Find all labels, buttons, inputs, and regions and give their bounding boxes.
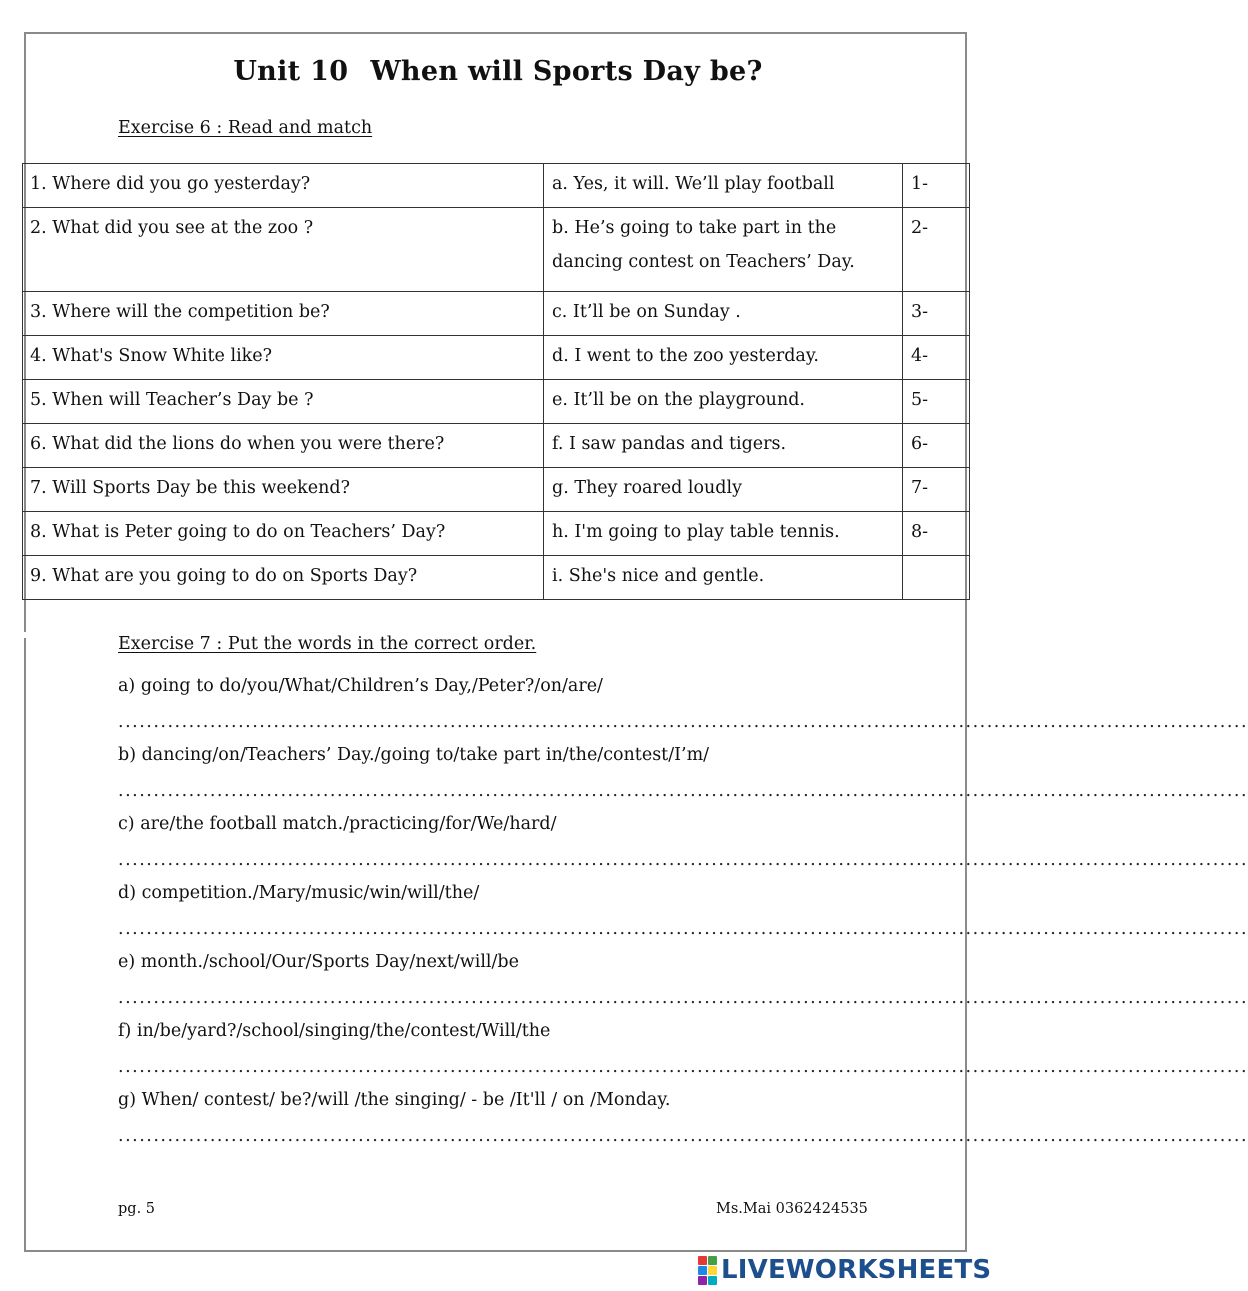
match-row xyxy=(23,468,970,512)
answer-line[interactable]: ................................................................................................................................................................ xyxy=(118,919,1248,939)
answer-slot[interactable]: 6- xyxy=(903,424,970,468)
question-cell: 3. Where will the competition be? xyxy=(23,292,544,336)
answer-cell: h. I'm going to play table tennis. xyxy=(544,512,903,556)
match-row xyxy=(23,292,970,336)
logo-square xyxy=(708,1276,717,1285)
liveworksheets-wordmark: LIVEWORKSHEETS xyxy=(721,1255,992,1285)
answer-slot[interactable]: 1- xyxy=(903,164,970,208)
order-item xyxy=(118,1090,1248,1159)
table-border-gap xyxy=(882,632,902,638)
answer-slot[interactable]: 7- xyxy=(903,468,970,512)
question-cell: 4. What's Snow White like? xyxy=(23,336,544,380)
order-item xyxy=(118,952,1248,1021)
order-item xyxy=(118,745,1248,814)
table-border-gap xyxy=(18,632,116,638)
order-prompt: d) competition./Mary/music/win/will/the/ xyxy=(118,883,480,903)
answer-cell: f. I saw pandas and tigers. xyxy=(544,424,903,468)
question-cell: 8. What is Peter going to do on Teachers’ Day? xyxy=(23,512,544,556)
liveworksheets-logo[interactable] xyxy=(698,1255,991,1285)
answer-cell: a. Yes, it will. We’ll play football xyxy=(544,164,903,208)
answer-cell: g. They roared loudly xyxy=(544,468,903,512)
author-contact: Ms.Mai 0362424535 xyxy=(716,1201,868,1217)
question-cell: 6. What did the lions do when you were there? xyxy=(23,424,544,468)
logo-square xyxy=(698,1256,707,1265)
liveworksheets-icon xyxy=(698,1256,717,1285)
order-prompt: a) going to do/you/What/Children’s Day,/Peter?/on/are/ xyxy=(118,676,603,696)
question-cell: 2. What did you see at the zoo ? xyxy=(23,208,544,292)
logo-square xyxy=(698,1266,707,1275)
match-row xyxy=(23,424,970,468)
order-prompt: g) When/ contest/ be?/will /the singing/ - be /It'll / on /Monday. xyxy=(118,1090,671,1110)
answer-slot[interactable] xyxy=(903,556,970,600)
unit-title: When will Sports Day be? xyxy=(370,56,763,87)
answer-slot[interactable]: 3- xyxy=(903,292,970,336)
answer-slot[interactable]: 4- xyxy=(903,336,970,380)
match-table xyxy=(22,163,970,600)
answer-line[interactable]: ................................................................................................................................................................ xyxy=(118,712,1248,732)
answer-slot[interactable]: 2- xyxy=(903,208,970,292)
order-prompt: c) are/the football match./practicing/for/We/hard/ xyxy=(118,814,557,834)
answer-line[interactable]: ................................................................................................................................................................ xyxy=(118,1126,1248,1146)
unit-number: Unit 10 xyxy=(233,56,349,87)
match-row xyxy=(23,512,970,556)
order-item xyxy=(118,676,1248,745)
answer-slot[interactable]: 5- xyxy=(903,380,970,424)
answer-line[interactable]: ................................................................................................................................................................ xyxy=(118,850,1248,870)
exercise-6-heading: Exercise 6 : Read and match xyxy=(118,118,373,138)
answer-cell: b. He’s going to take part in the dancing contest on Teachers’ Day. xyxy=(544,208,903,292)
order-prompt: b) dancing/on/Teachers’ Day./going to/take part in/the/contest/I’m/ xyxy=(118,745,710,765)
answer-cell: e. It’ll be on the playground. xyxy=(544,380,903,424)
answer-line[interactable]: ................................................................................................................................................................ xyxy=(118,988,1248,1008)
page-number: pg. 5 xyxy=(118,1201,156,1217)
match-row xyxy=(23,164,970,208)
match-row xyxy=(23,336,970,380)
question-cell: 7. Will Sports Day be this weekend? xyxy=(23,468,544,512)
exercise-7-heading: Exercise 7 : Put the words in the correct order. xyxy=(118,634,537,654)
answer-cell: i. She's nice and gentle. xyxy=(544,556,903,600)
match-row xyxy=(23,380,970,424)
answer-cell: c. It’ll be on Sunday . xyxy=(544,292,903,336)
order-item xyxy=(118,814,1248,883)
question-cell: 5. When will Teacher’s Day be ? xyxy=(23,380,544,424)
order-exercise-list xyxy=(118,676,1248,1159)
answer-cell: d. I went to the zoo yesterday. xyxy=(544,336,903,380)
question-cell: 1. Where did you go yesterday? xyxy=(23,164,544,208)
match-row xyxy=(23,208,970,292)
order-prompt: e) month./school/Our/Sports Day/next/will/be xyxy=(118,952,519,972)
order-item xyxy=(118,1021,1248,1090)
answer-slot[interactable]: 8- xyxy=(903,512,970,556)
logo-square xyxy=(708,1266,717,1275)
logo-square xyxy=(708,1256,717,1265)
answer-line[interactable]: ................................................................................................................................................................ xyxy=(118,781,1248,801)
match-row xyxy=(23,556,970,600)
logo-square xyxy=(698,1276,707,1285)
order-item xyxy=(118,883,1248,952)
answer-line[interactable]: ................................................................................................................................................................ xyxy=(118,1057,1248,1077)
question-cell: 9. What are you going to do on Sports Day? xyxy=(23,556,544,600)
page-title xyxy=(0,56,996,87)
order-prompt: f) in/be/yard?/school/singing/the/contest/Will/the xyxy=(118,1021,551,1041)
